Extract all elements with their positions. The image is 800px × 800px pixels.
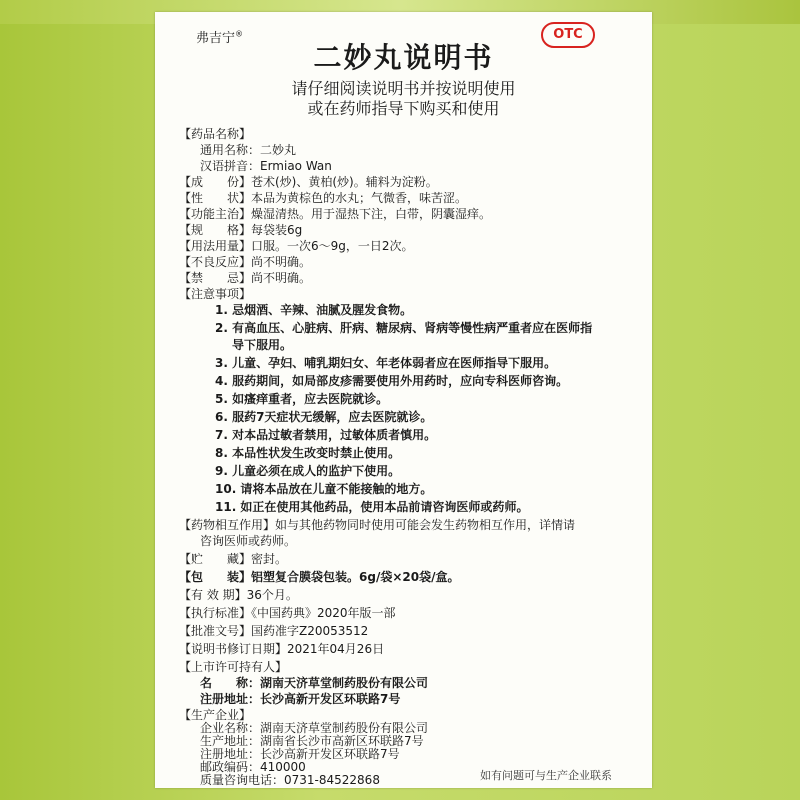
manufacturer-name: 企业名称：湖南天济草堂制药股份有限公司	[200, 721, 429, 735]
precaution-11: 11. 如正在使用其他药品，使用本品前请咨询医师或药师。	[215, 500, 529, 514]
dosage: 【用法用量】口服。一次6～9g，一日2次。	[179, 239, 414, 253]
precaution-8: 8. 本品性状发生改变时禁止使用。	[215, 446, 401, 460]
registered-address: 注册地址：长沙高新开发区环联路7号	[200, 747, 400, 761]
footer-note: 如有问题可与生产企业联系	[480, 769, 612, 782]
section-mah: 【上市许可持有人】	[179, 660, 288, 674]
mah-address: 注册地址：长沙高新开发区环联路7号	[200, 692, 401, 706]
precaution-2-cont: 导下服用。	[232, 338, 293, 352]
precaution-3: 3. 儿童、孕妇、哺乳期妇女、年老体弱者应在医师指导下服用。	[215, 356, 557, 370]
precaution-1: 1. 忌烟酒、辛辣、油腻及腥发食物。	[215, 303, 413, 317]
precaution-6: 6. 服药7天症状无缓解，应去医院就诊。	[215, 410, 433, 424]
drug-interactions: 【药物相互作用】如与其他药物同时使用可能会发生药物相互作用，详情请	[179, 518, 576, 532]
section-precautions: 【注意事项】	[179, 287, 252, 301]
generic-name: 通用名称：二妙丸	[200, 143, 297, 157]
precaution-5: 5. 如瘙痒重者，应去医院就诊。	[215, 392, 389, 406]
indications: 【功能主治】燥湿清热。用于湿热下注，白带，阴囊湿痒。	[179, 207, 492, 221]
precaution-9: 9. 儿童必须在成人的监护下使用。	[215, 464, 401, 478]
subtitle-line-2: 或在药师指导下购买和使用	[307, 99, 500, 118]
adverse-reactions: 【不良反应】尚不明确。	[179, 255, 312, 269]
standard: 【执行标准】《中国药典》2020年版一部	[179, 606, 396, 620]
shelf-life: 【有 效 期】36个月。	[179, 588, 298, 602]
brand-logo: 弗吉宁®	[196, 29, 244, 46]
subtitle-line-1: 请仔细阅读说明书并按说明使用	[291, 79, 516, 98]
mah-name: 名 称：湖南天济草堂制药股份有限公司	[200, 676, 429, 690]
specification: 【规 格】每袋装6g	[179, 223, 303, 237]
revision-date: 【说明书修订日期】2021年04月26日	[179, 642, 385, 656]
section-manufacturer: 【生产企业】	[179, 708, 252, 722]
precaution-2: 2. 有高血压、心脏病、肝病、糖尿病、肾病等慢性病严重者应在医师指	[215, 321, 593, 335]
storage: 【贮 藏】密封。	[179, 552, 288, 566]
ingredients: 【成 份】苍术(炒)、黄柏(炒)。辅料为淀粉。	[179, 175, 438, 189]
section-drug-name: 【药品名称】	[179, 127, 252, 141]
precaution-4: 4. 服药期间，如局部皮疹需要使用外用药时，应向专科医师咨询。	[215, 374, 569, 388]
pinyin-name: 汉语拼音：Ermiao Wan	[200, 159, 332, 173]
packaging: 【包 装】铝塑复合膜袋包装。6g/袋×20袋/盒。	[179, 570, 460, 584]
drug-interactions-cont: 咨询医师或药师。	[200, 534, 297, 548]
contraindications: 【禁 忌】尚不明确。	[179, 271, 312, 285]
postal-code: 邮政编码：410000	[200, 760, 306, 774]
precaution-10: 10. 请将本品放在儿童不能接触的地方。	[215, 482, 433, 496]
approval-number: 【批准文号】国药准字Z20053512	[179, 624, 369, 638]
document-title: 二妙丸说明书	[313, 41, 494, 74]
quality-phone: 质量咨询电话：0731-84522868	[200, 773, 380, 787]
otc-badge: OTC	[541, 22, 595, 48]
appearance: 【性 状】本品为黄棕色的水丸；气微香，味苦涩。	[179, 191, 468, 205]
precaution-7: 7. 对本品过敏者禁用，过敏体质者慎用。	[215, 428, 437, 442]
production-address: 生产地址：湖南省长沙市高新区环联路7号	[200, 734, 424, 748]
